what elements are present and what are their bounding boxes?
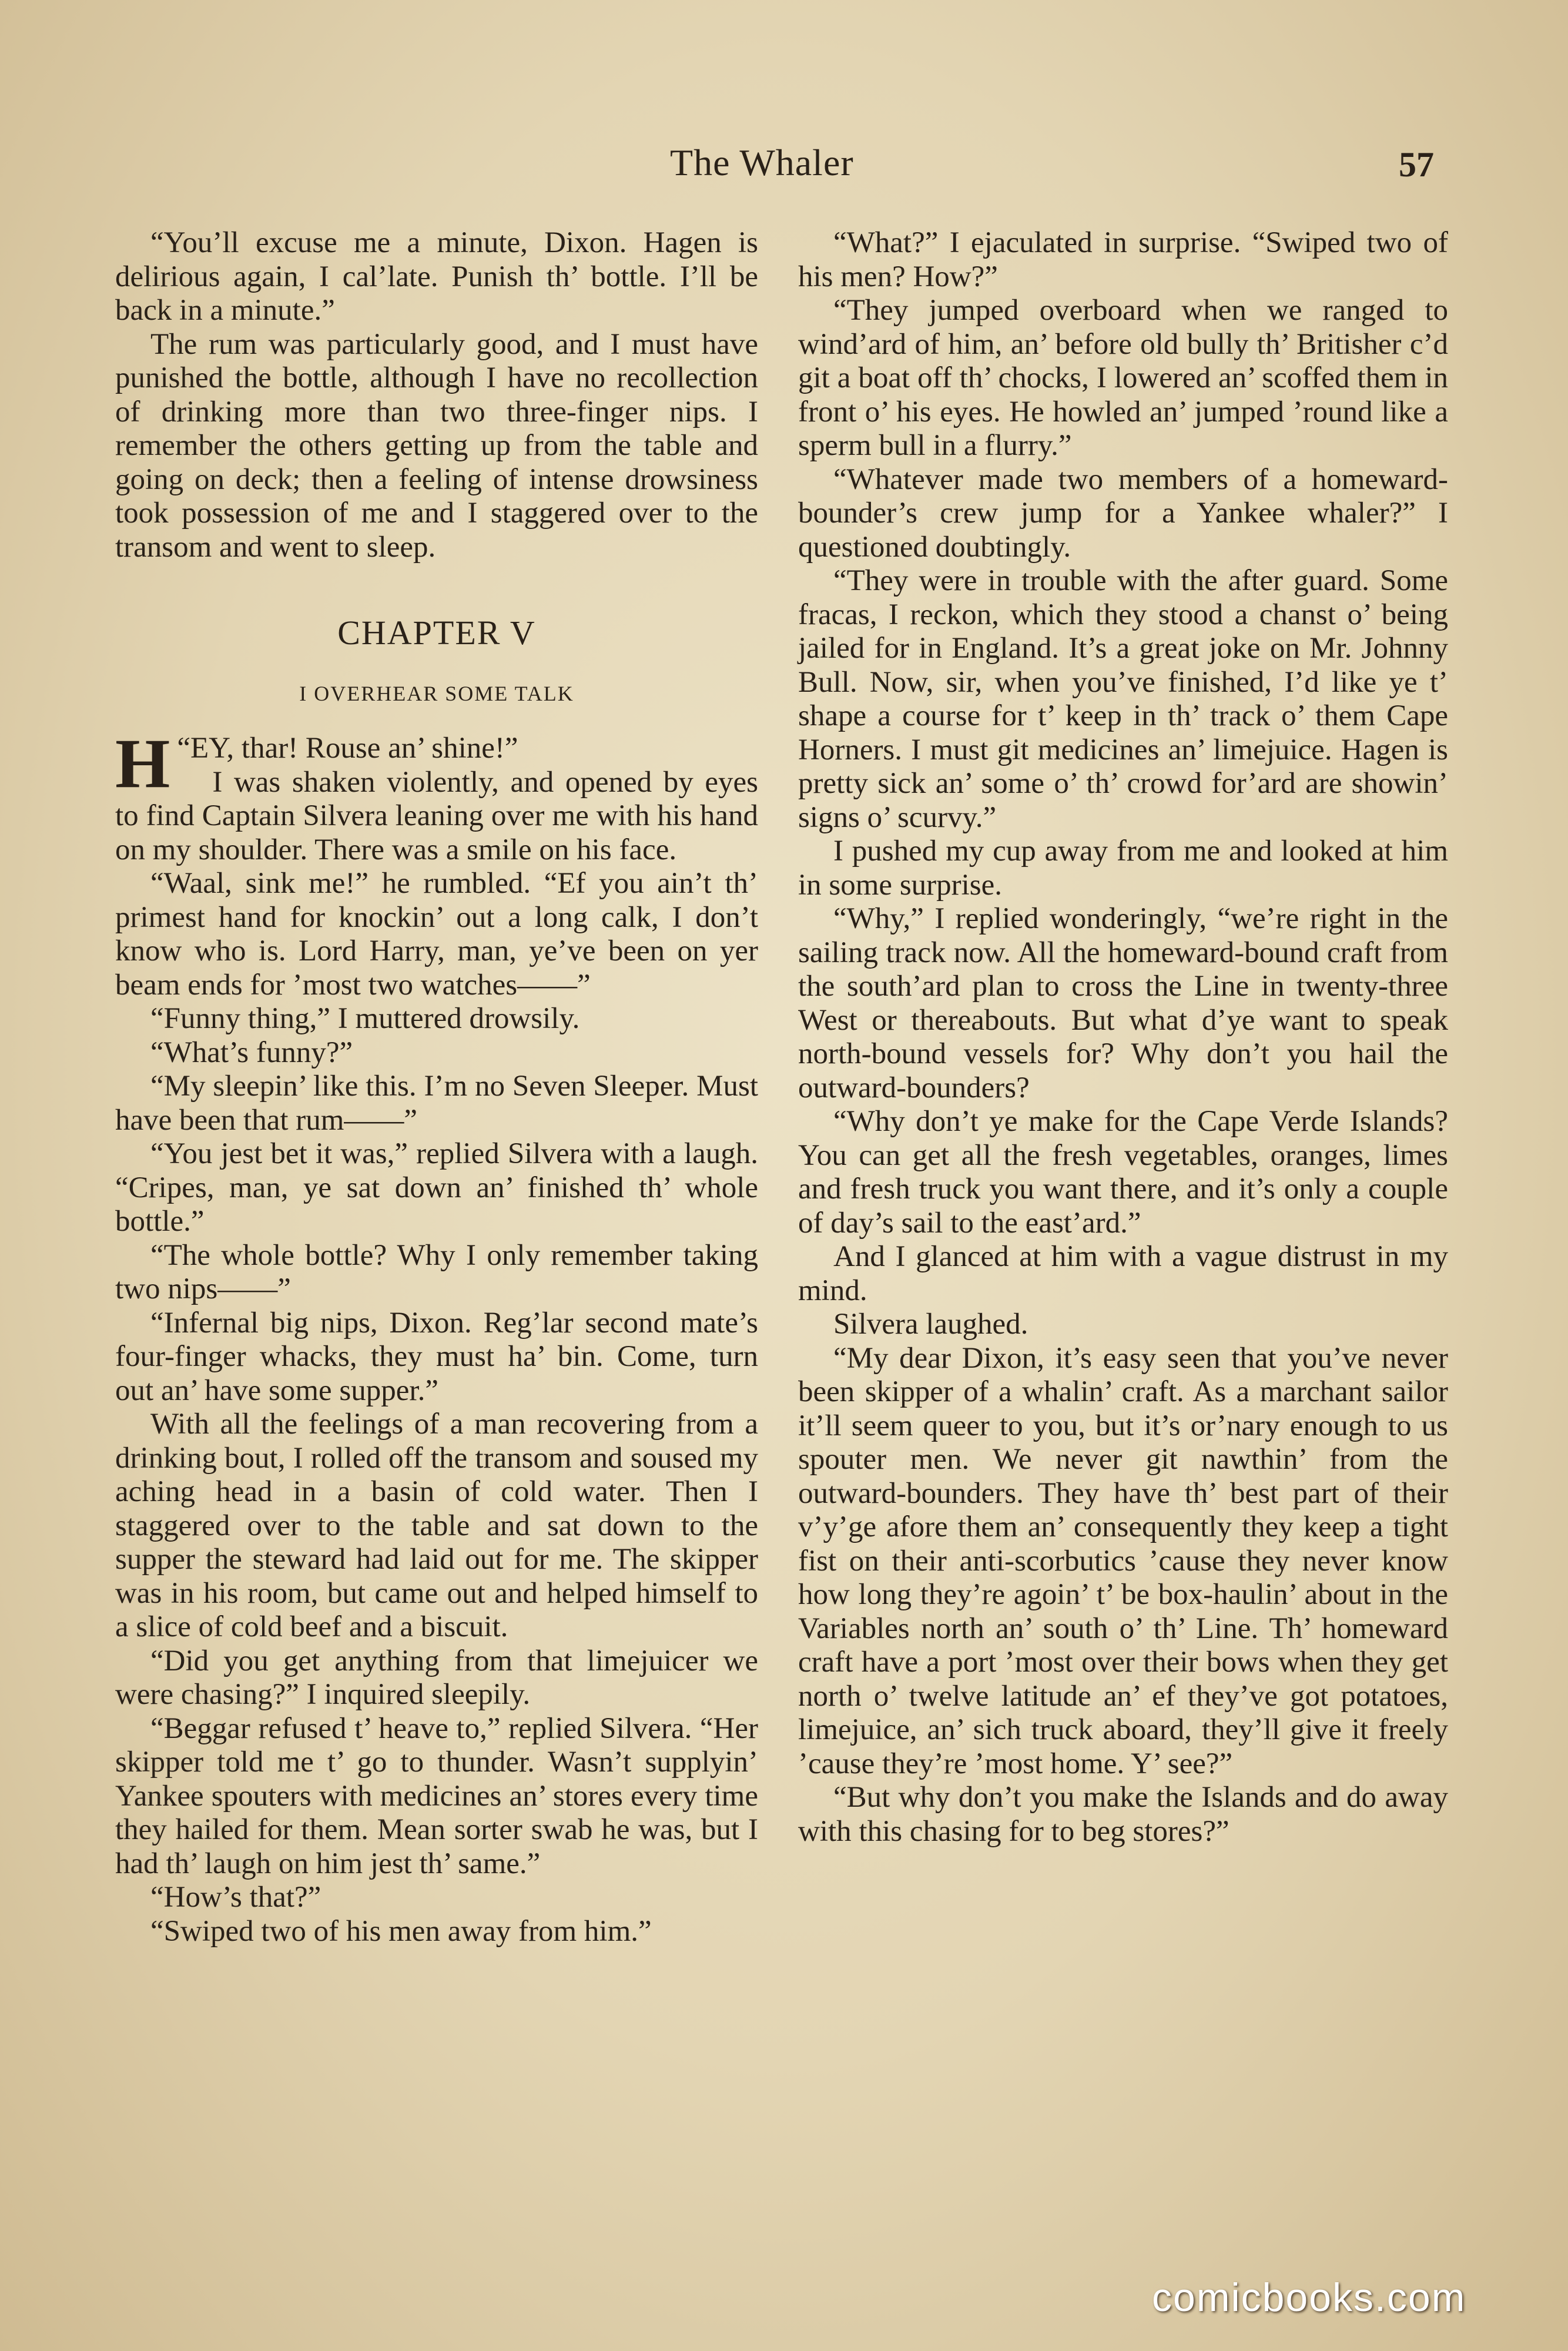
chapter-subtitle: I OVERHEAR SOME TALK	[299, 681, 574, 705]
paragraph: “Why don’t ye make for the Cape Verde Islands? You can get all the fresh vegetables, oranges, limes and fresh truck you want there, and it’s only a couple of day’s sail to the east’ard.”	[798, 1105, 1448, 1240]
paragraph: “What?” I ejaculated in surprise. “Swiped two of his men? How?”	[798, 226, 1448, 293]
page-number: 57	[1399, 145, 1434, 184]
running-header-title: The Whaler	[670, 142, 854, 183]
paragraph: “The whole bottle? Why I only remember taking two nips——”	[115, 1238, 758, 1305]
paragraph: I was shaken violently, and opened by eyes to find Captain Silvera leaning over me with his hand on my shoulder. There was a smile on his face.	[115, 765, 758, 866]
paragraph: “My dear Dixon, it’s easy seen that you’ve never been skipper of a whalin’ craft. As a marchant sailor it’ll seem queer to you, but it’s or’nary enough to us spouter men. We never git nawthin’ from the outward-bounders. They have th’ best part of their v’y’ge afore them an’ consequently they keep a tight fist on their anti-scorbutics ’cause they never know how long they’re agoin’ t’ be box-haulin’ about in the Variables north an’ south o’ th’ Line. Th’ homeward craft have a port ’most over their bows when they get north o’ twelve latitude an’ ef they’ve got potatoes, limejuice, an’ sich truck aboard, they’ll give it freely ’cause they’re ’most home. Y’ see?”	[798, 1341, 1448, 1780]
chapter-title: CHAPTER V	[337, 614, 536, 652]
paragraph: With all the feelings of a man recovering from a drinking bout, I rolled off the transom and soused my aching head in a basin of cold water. Then I staggered over to the table and sat down to the supper the steward had laid out for me. The skipper was in his room, but came out and helped himself to a slice of cold beef and a biscuit.	[115, 1408, 758, 1643]
chapter-opening-line	[115, 724, 758, 802]
paragraph: “Funny thing,” I muttered drowsily.	[150, 1002, 580, 1035]
paragraph: And I glanced at him with a vague distrust in my mind.	[798, 1240, 1448, 1307]
paragraph: “They jumped overboard when we ranged to wind’ard of him, an’ before old bully th’ Britisher c’d git a boat off th’ chocks, I lowered an’ scoffed them in front o’ his eyes. He howled an’ jumped ’round like a sperm bull in a flurry.”	[798, 294, 1448, 462]
paragraph: “Infernal big nips, Dixon. Reg’lar second mate’s four-finger whacks, they must ha’ bin. Come, turn out an’ have some supper.”	[115, 1306, 758, 1407]
opening-quote: “	[177, 732, 190, 765]
paragraph: Silvera laughed.	[833, 1308, 1028, 1341]
left-column	[115, 226, 758, 1948]
paragraph: “Beggar refused t’ heave to,” replied Silvera. “Her skipper told me t’ go to thunder. Wasn’t supplyin’ Yankee spouters with medicines an’ stores every time they hailed for them. Mean sorter swab he was, but I had th’ laugh on him jest th’ same.”	[115, 1712, 758, 1880]
paragraph: “How’s that?”	[150, 1881, 321, 1914]
paragraph: “They were in trouble with the after guard. Some fracas, I reckon, which they stood a chanst o’ being jailed for in England. It’s a great joke on Mr. Johnny Bull. Now, sir, when you’ve finished, I’d like ye t’ shape a course for t’ keep in th’ track o’ them Cape Horners. I must git medicines an’ limejuice. Hagen is pretty sick an’ some o’ th’ crowd for’ard are showin’ signs o’ scurvy.”	[798, 564, 1448, 834]
paragraph: The rum was particularly good, and I must have punished the bottle, although I have no recollection of drinking more than two three-finger nips. I remember the others getting up from the table and going on deck; then a feeling of intense drowsiness took possession of me and I staggered over to the transom and went to sleep.	[115, 327, 758, 564]
paragraph: “But why don’t you make the Islands and do away with this chasing for to beg stores?”	[798, 1781, 1448, 1848]
paragraph: “What’s funny?”	[150, 1036, 353, 1069]
right-column	[798, 226, 1448, 1848]
watermark: comicbooks.com	[1152, 2275, 1466, 2320]
paragraph: “My sleepin’ like this. I’m no Seven Sleeper. Must have been that rum——”	[115, 1070, 758, 1137]
paragraph: “Did you get anything from that limejuicer we were chasing?” I inquired sleepily.	[115, 1644, 758, 1711]
paragraph: “Why,” I replied wonderingly, “we’re right in the sailing track now. All the homeward-bound craft from the south’ard plan to cross the Line in twenty-three West or thereabouts. But what d’ye want to speak north-bound vessels for? Why don’t you hail the outward-bounders?	[798, 902, 1448, 1104]
paragraph: “Swiped two of his men away from him.”	[150, 1914, 652, 1948]
paragraph: I pushed my cup away from me and looked at him in some surprise.	[798, 835, 1448, 902]
paragraph: “Whatever made two members of a homeward-bounder’s crew jump for a Yankee whaler?” I questioned doubtingly.	[798, 463, 1448, 564]
paragraph: “You jest bet it was,” replied Silvera with a laugh. “Cripes, man, ye sat down an’ finished th’ whole bottle.”	[115, 1137, 758, 1238]
drop-cap: H	[115, 724, 170, 802]
paragraph: “Waal, sink me!” he rumbled. “Ef you ain’t th’ primest hand for knockin’ out a long calk, I don’t know who is. Lord Harry, man, ye’ve been on yer beam ends for ’most two watches——”	[115, 867, 758, 1002]
opening-text: EY, thar! Rouse an’ shine!”	[190, 732, 518, 765]
paragraph: “You’ll excuse me a minute, Dixon. Hagen is delirious again, I cal’late. Punish th’ bottle. I’ll be back in a minute.”	[115, 226, 758, 327]
